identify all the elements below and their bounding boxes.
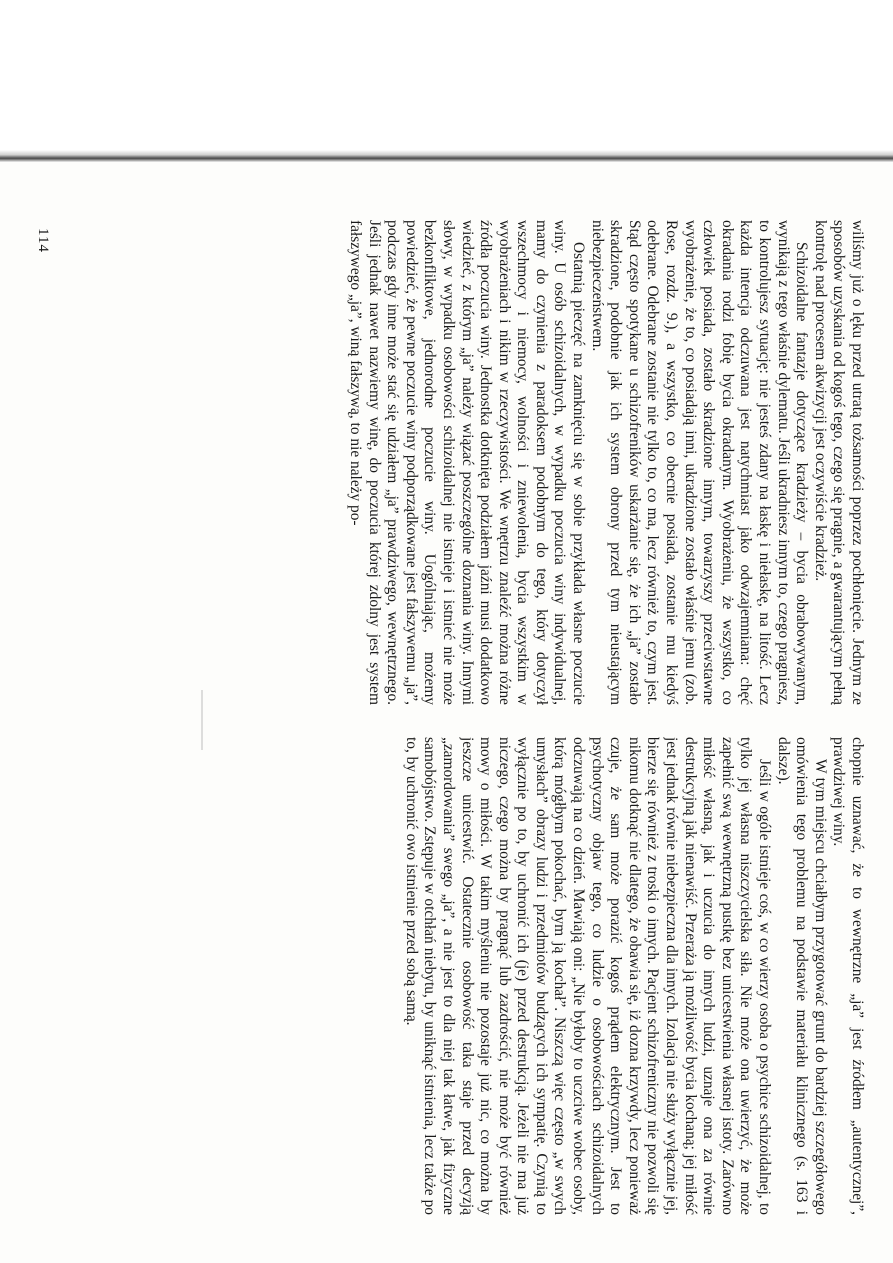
paragraph: Ostatnią pieczęć na zamknięciu się w sobie przykłada własne poczucie winy. U osób schizoidalnych, w wypadku poczucia winy indywidualnej, mamy do czynienia z paradoksem podobnym do tego, który dotyczył wszechmocy i niemocy, wolności i zniewolenia, bycia wszystkim w wyobrażeniach i nikim w rzeczywistości. We wnętrzu znaleźć można różne źródła poczucia winy. Jednostka dotknięta podziałem jaźni musi dodatkowo wiedzieć, z którym „ja” należy wiązać poszczególne doznania winy. Innymi słowy, w wypadku osobowości schizoidalnej nie istnieje i istnieć nie może bezkonfliktowe, jednorodne poczucie winy. Uogólniając, możemy powiedzieć, że pewne poczucie winy podporządkowane jest fałszywemu „ja”, podczas gdy inne może stać się udziałem „ja” prawdziwego, wewnętrznego. Jeśli jednak nawet nazwiemy winę, do poczucia której zdolny jest system fałszywego „ja”, winą fałszywą, to nie należy po- (346, 220, 588, 705)
paragraph: Jeśli w ogóle istnieje coś, w co wierzy osoba o psychice schizoidalnej, to tylko jej własna niszczycielska siła. Nie może ona uwierzyć, że może zapełnić swą wewnętrzną pustkę bez unicestwienia własnej istoty. Zarówno miłość własną, jak i uczucia do innych ludzi, uznaje ona za równie destrukcyjną jak nienawiść. Przeraża ją możliwość bycia kochaną; jej miłość jest jednak równie niebezpieczna dla innych. Izolacja nie służy wyłącznie jej, bierze się również z troski o innych. Pacjent schizofreniczny nie pozwoli się nikomu dotknąć nie dlatego, że obawia się, iż dozna krzywdy, lecz ponieważ czuje, że sam może porazić kogoś prądem elektrycznym. Jest to psychotyczny objaw tego, co ludzie o osobowościach schizoidalnych odczuwają na co dzień. Mawiają oni: „Nie byłoby to uczciwe wobec osoby, którą mógłbym pokochać, bym ją kochał”. Niszczą więc często „w swych umysłach” obrazy ludzi i przedmiotów budzących ich sympatię. Czynią to wyłącznie po to, by uchronić ich (je) przed destrukcją. Jeżeli nie ma już niczego, czego można by pragnąć lub zazdrościć, nie może być również mowy o miłości. W takim myśleniu nie pozostaje już nic, co można by jeszcze unicestwić. Ostatecznie osobowość taka staje przed decyzją „zamordowania” swego „ja”, a nie jest to dla niej tak łatwe, jak fizyczne samobójstwo. Zstępuje w otchłań niebytu, by uniknąć istnienia, lecz także po to, by uchronić owo istnienie przed sobą samą. (402, 737, 774, 1215)
page-number: 114 (35, 228, 51, 253)
paragraph: chopnie uznawać, że to wewnętrzne „ja” jest źródłem „autentycznej”, prawdziwej winy. (830, 737, 866, 1215)
text-column-left (226, 220, 866, 705)
paragraph: W tym miejscu chciałbym przygotować grunt do bardziej szczegółowego omówienia tego problemu na podstawie materiału klinicznego (s. 163 i dalsze). (774, 737, 829, 1215)
paragraph: Schizoidalne fantazje dotyczące kradzieży – bycia obrabowywanym, wynikają z tego właśnie dylematu. Jeśli ukradniesz innym to, czego pragniesz, to kontrolujesz sytuację: nie jesteś zdany na łaskę i niełaskę, na litość. Lecz każda intencja odczuwana jest natychmiast jako odwzajemniana: chęć okradania rodzi fobię bycia okradanym. Wyobrażeniu, że wszystko, co człowiek posiada, zostało skradzione innym, towarzyszy przeciwstawne wyobrażenie, że to, co posiadają inni, ukradzione zostało właśnie jemu (zob. Rose, rozdz. 9.), a wszystko, co obecnie posiada, zostanie mu kiedyś odebrane. Odebrane zostanie nie tylko to, co ma, lecz również to, czym jest. Stąd często spotykane u schizofreników uskarżanie się, że ich „ja” zostało skradzione, podobnie jak ich system obrony przed tym nieustającym niebezpieczeństwem. (588, 220, 811, 705)
scan-smudge (201, 690, 203, 750)
text-column-right (226, 737, 866, 1215)
paragraph: wiliśmy już o lęku przed utratą tożsamości poprzez pochłonięcie. Jednym ze sposobów uzyskania od kogoś tego, czego się pragnie, a gwarantującym pełną kontrolę nad procesem akwizycji jest oczywiście kradzież. (811, 220, 866, 705)
